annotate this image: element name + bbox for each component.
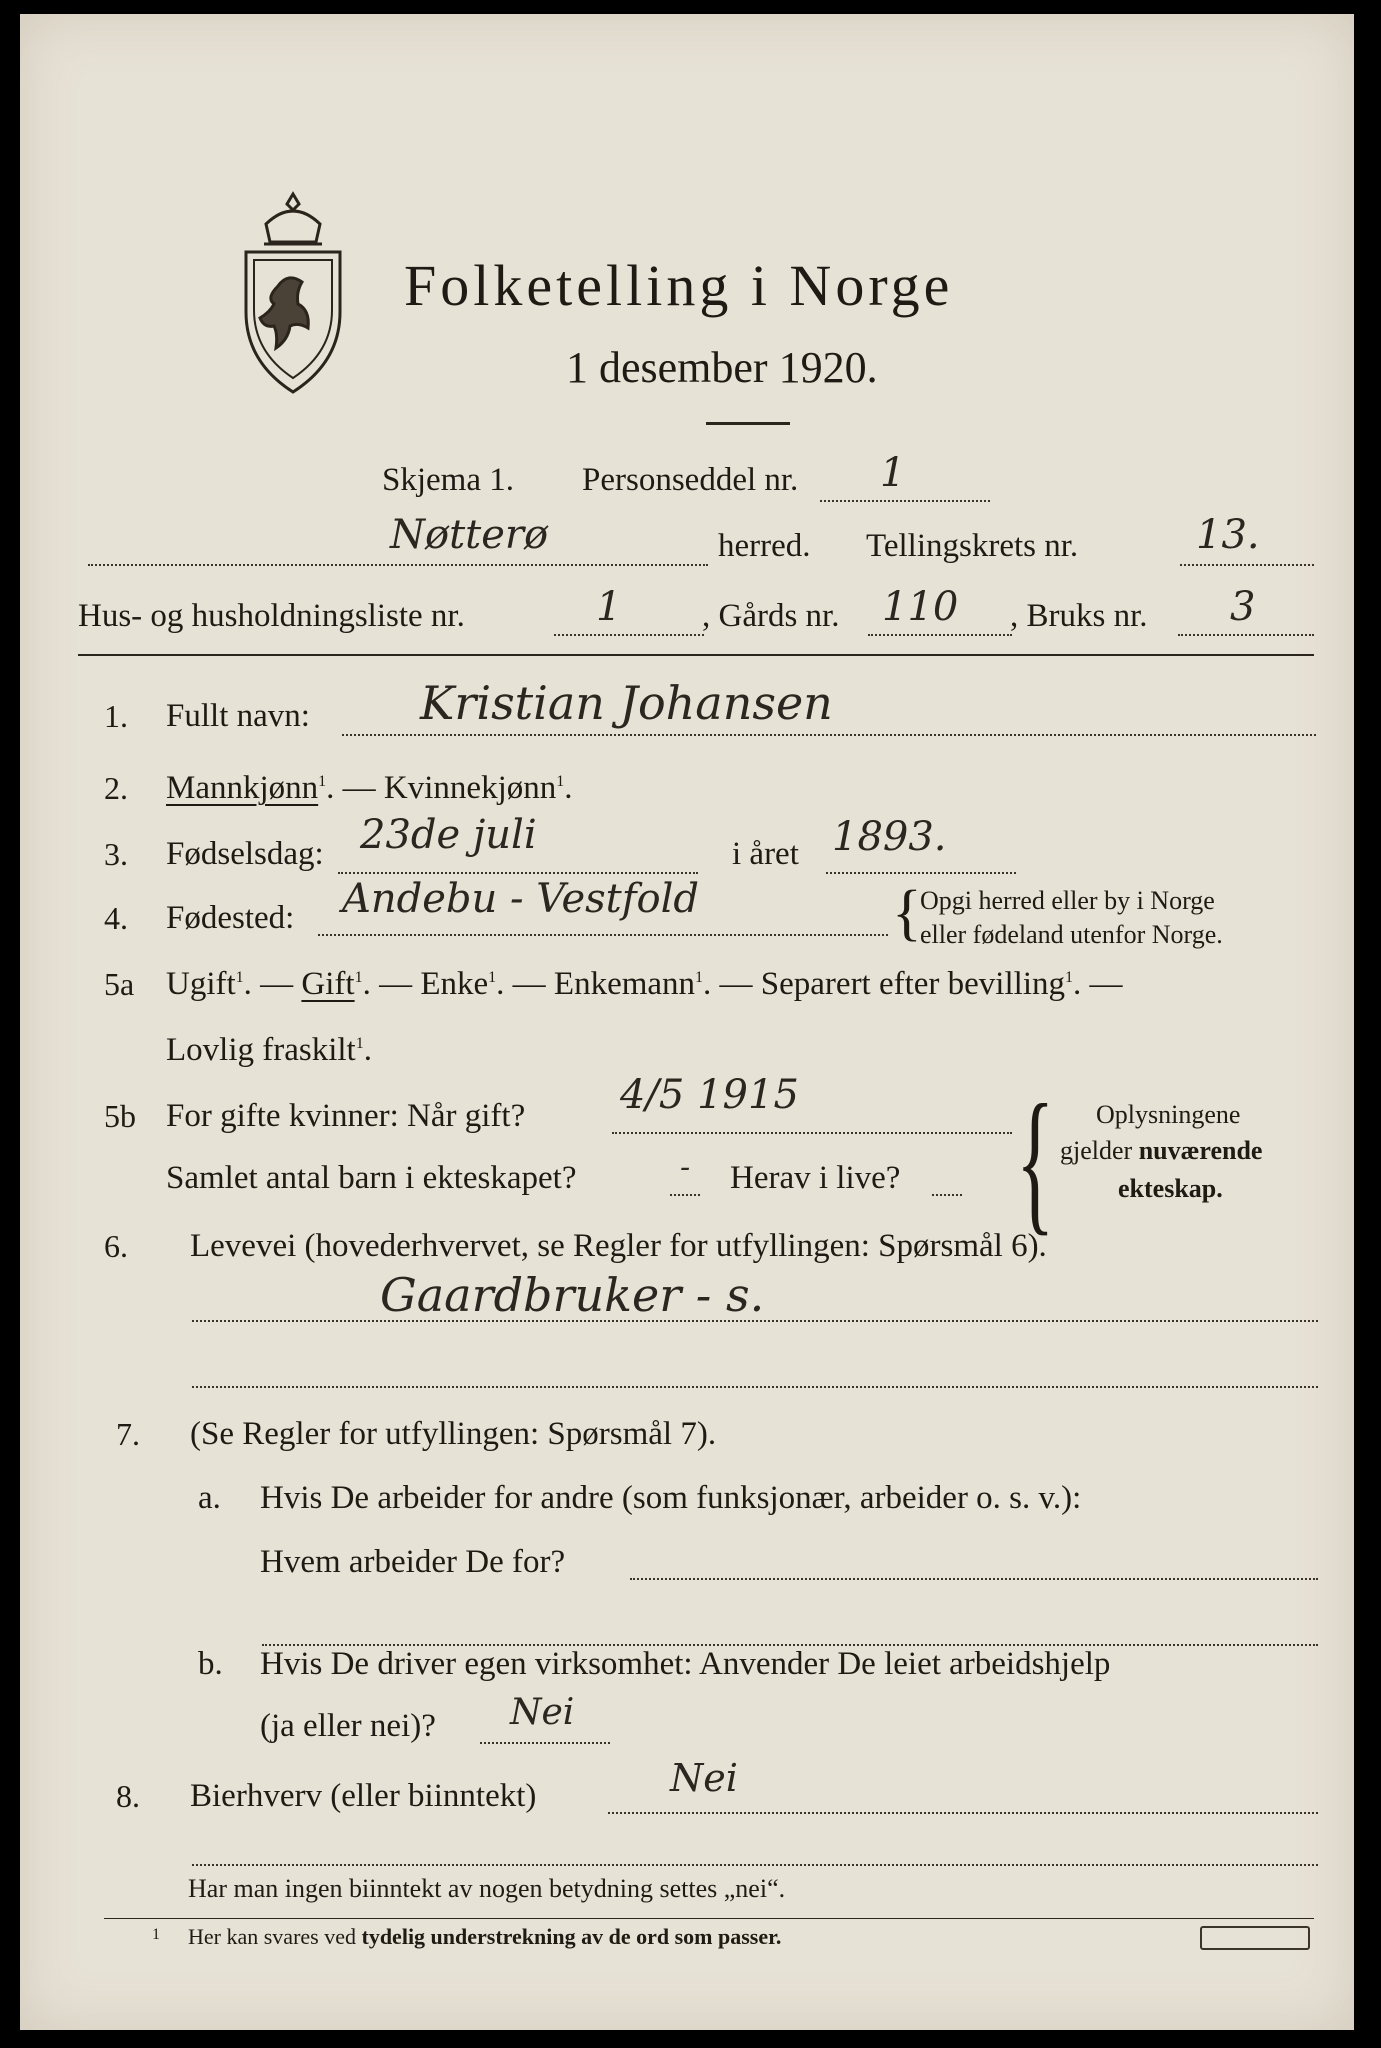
footnote-ref: 1 — [235, 969, 244, 986]
census-form-page — [20, 14, 1354, 2030]
q1-number: 1. — [104, 698, 128, 734]
fullt-navn-value[interactable]: Kristian Johansen — [420, 676, 833, 730]
tellingskrets-line — [1180, 564, 1314, 566]
q5a-number: 5a — [104, 966, 135, 1002]
gards-value[interactable]: 110 — [882, 584, 959, 630]
herav-i-live-label: Herav i live? — [730, 1160, 901, 1196]
herred-label: herred. — [718, 528, 811, 564]
footer-divider — [104, 1918, 1314, 1919]
printer-stamp — [1200, 1926, 1310, 1950]
herred-value[interactable]: Nøtterø — [390, 512, 549, 558]
herred-line — [88, 564, 708, 566]
period: . — [564, 770, 573, 806]
q3-number: 3. — [104, 836, 128, 872]
bierhverv-line-2 — [192, 1864, 1318, 1866]
ja-eller-nei-value[interactable]: Nei — [510, 1692, 575, 1733]
arbeider-for-label: Hvem arbeider De for? — [260, 1544, 566, 1580]
ekteskap-brace: { — [1016, 1071, 1055, 1249]
q7b-letter: b. — [198, 1646, 223, 1682]
biinntekt-note: Har man ingen biinntekt av nogen betydning settes „nei“. — [188, 1874, 786, 1903]
naar-gift-line — [612, 1132, 1012, 1134]
footnote-ref: 1 — [556, 773, 565, 790]
bierhverv-value[interactable]: Nei — [670, 1756, 738, 1800]
personseddel-line — [820, 500, 990, 502]
q7b-text: Hvis De driver egen virksomhet: Anvender De leiet arbeidshjelp — [260, 1646, 1111, 1682]
q8-number: 8. — [116, 1778, 140, 1814]
ugift-option[interactable]: Ugift — [166, 966, 236, 1002]
kjonn-options — [166, 770, 573, 807]
herav-i-live-line — [932, 1194, 962, 1196]
enkemann-option[interactable]: Enkemann — [553, 966, 696, 1002]
levevei-label: Levevei (hovederhvervet, se Regler for utfyllingen: Spørsmål 6). — [190, 1228, 1047, 1264]
footnote-text — [188, 1924, 781, 1950]
husholdningsliste-value[interactable]: 1 — [596, 584, 622, 630]
footnote-text-bold: tydelig understrekning av de ord som passer. — [361, 1924, 782, 1949]
q5b-number: 5b — [104, 1098, 136, 1134]
footnote-ref: 1 — [695, 969, 704, 986]
mannkjonn-option[interactable]: Mannkjønn — [166, 770, 319, 806]
ekteskap-note-2 — [1060, 1136, 1262, 1166]
fodested-value[interactable]: Andebu - Vestfold — [342, 876, 700, 922]
tellingskrets-value[interactable]: 13. — [1196, 512, 1260, 558]
antal-barn-line — [670, 1194, 700, 1196]
antal-barn-value[interactable]: - — [680, 1150, 691, 1185]
separator: . — — [326, 770, 384, 806]
ekteskap-note-1: Oplysningene — [1096, 1100, 1241, 1129]
footnote-mark: 1 — [152, 1926, 160, 1943]
husholdningsliste-label: Hus- og husholdningsliste nr. — [78, 598, 465, 634]
q6-number: 6. — [104, 1228, 128, 1264]
aaret-value[interactable]: 1893. — [832, 814, 947, 860]
personseddel-value[interactable]: 1 — [880, 450, 906, 496]
husholdningsliste-line — [554, 634, 704, 636]
levevei-line-2 — [192, 1386, 1318, 1388]
fodested-note-2: eller fødeland utenfor Norge. — [920, 920, 1223, 949]
footnote-ref: 1 — [318, 773, 327, 790]
fraskilt-option[interactable]: Lovlig fraskilt — [166, 1032, 356, 1068]
q7a-letter: a. — [198, 1480, 221, 1516]
note-text: gjelder — [1060, 1136, 1139, 1165]
bruks-label: , Bruks nr. — [1010, 598, 1148, 634]
q7-number: 7. — [116, 1416, 140, 1452]
personseddel-label: Personseddel nr. — [582, 462, 799, 498]
ekteskap-note-3: ekteskap. — [1118, 1174, 1223, 1203]
bierhverv-line-1 — [608, 1812, 1318, 1814]
levevei-line-1 — [192, 1320, 1318, 1322]
fodselsdag-label: Fødselsdag: — [166, 836, 324, 872]
coat-of-arms-icon — [228, 190, 358, 400]
gards-line — [868, 634, 1012, 636]
ja-eller-nei-label: (ja eller nei)? — [260, 1708, 436, 1744]
census-date: 1 desember 1920. — [566, 343, 878, 392]
fodested-line — [318, 934, 888, 936]
bierhverv-label: Bierhverv (eller biinntekt) — [190, 1778, 537, 1814]
skjema-label: Skjema 1. — [382, 462, 514, 498]
fodested-brace: { — [892, 879, 922, 947]
aaret-line — [826, 872, 1016, 874]
naar-gift-value[interactable]: 4/5 1915 — [620, 1072, 799, 1118]
q7-label: (Se Regler for utfyllingen: Spørsmål 7). — [190, 1416, 717, 1452]
ja-eller-nei-line — [480, 1742, 610, 1744]
kvinnekjonn-option[interactable]: Kvinnekjønn — [383, 770, 557, 806]
footnote-ref: 1 — [355, 1035, 364, 1052]
fullt-navn-line — [342, 734, 1316, 736]
fullt-navn-label: Fullt navn: — [166, 698, 310, 734]
footnote-ref: 1 — [1064, 969, 1073, 986]
bruks-value[interactable]: 3 — [1230, 584, 1256, 630]
separert-option[interactable]: Separert efter bevilling — [760, 966, 1065, 1002]
arbeider-for-line-1 — [630, 1578, 1318, 1580]
gards-label: , Gårds nr. — [702, 598, 840, 634]
antal-barn-label: Samlet antal barn i ekteskapet? — [166, 1160, 577, 1196]
levevei-value[interactable]: Gaardbruker - s. — [380, 1268, 765, 1322]
q4-number: 4. — [104, 900, 128, 936]
footnote-ref: 1 — [354, 969, 363, 986]
form-title: Folketelling i Norge — [404, 253, 954, 318]
header-divider — [78, 654, 1314, 656]
q7a-text: Hvis De arbeider for andre (som funksjonær, arbeider o. s. v.): — [260, 1480, 1082, 1516]
footnote-ref: 1 — [488, 969, 497, 986]
fodested-label: Fødested: — [166, 900, 295, 936]
tellingskrets-label: Tellingskrets nr. — [866, 528, 1079, 564]
naar-gift-label: For gifte kvinner: Når gift? — [166, 1098, 526, 1134]
gift-option[interactable]: Gift — [301, 966, 355, 1002]
fraskilt-row: Lovlig fraskilt$^1$. — [166, 1032, 372, 1068]
fodested-note-1: Opgi herred eller by i Norge — [920, 886, 1215, 915]
title-divider — [706, 422, 790, 425]
note-bold-text: nuværende — [1138, 1136, 1263, 1165]
sivilstand-options: Ugift$^1$. — Gift$^1$. — Enke$^1$. — Enkemann$^1$. — Separert efter bevilling$^1$. — — [166, 966, 1123, 1002]
footnote-text-plain: Her kan svares ved — [188, 1924, 362, 1949]
aaret-label: i året — [732, 836, 799, 872]
bruks-line — [1178, 634, 1314, 636]
q2-number: 2. — [104, 770, 128, 806]
fodselsdag-line — [338, 872, 698, 874]
enke-option[interactable]: Enke — [420, 966, 489, 1002]
fodselsdag-value[interactable]: 23de juli — [360, 812, 537, 858]
